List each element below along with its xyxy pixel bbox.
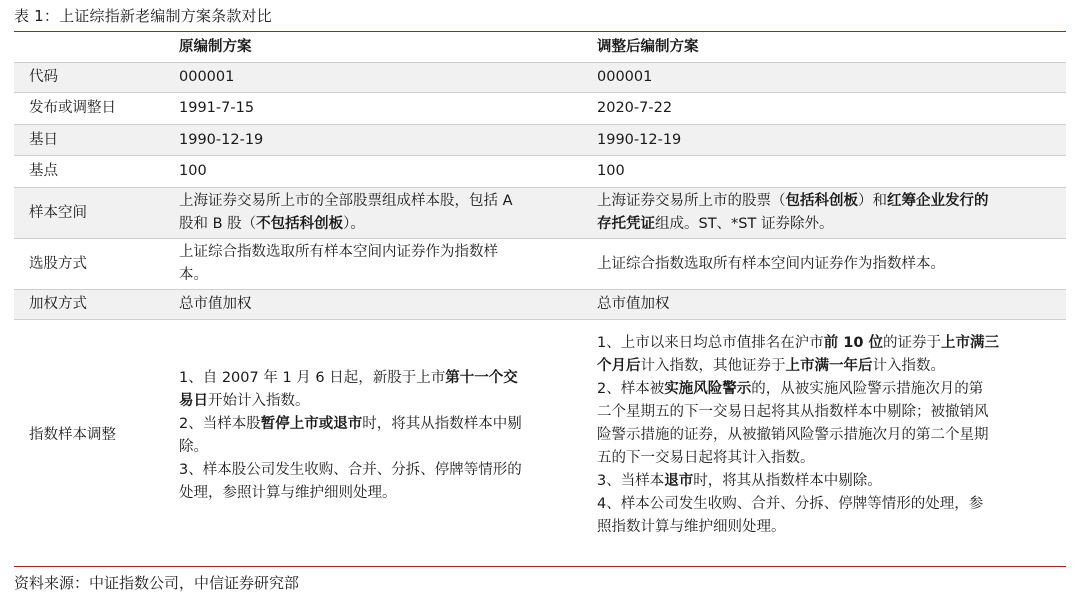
bottom-rule [14,566,1066,567]
new-value: 2020-7-22 [589,93,1066,125]
new-value: 000001 [589,63,1066,93]
text-line: 本。 [179,267,208,283]
row-label: 基日 [14,125,171,156]
emphasis-text: 红筹企业发行的 [887,193,989,209]
table-row [14,125,1066,156]
text-run: 计入指数。 [872,358,945,374]
emphasis-text: 存托凭证 [597,216,655,232]
text-run: 3、当样本 [597,473,665,489]
text-run: 时，将其从指数样本中剔除。 [693,473,882,489]
emphasis-text: 易日 [179,392,208,409]
row-label: 指数样本调整 [14,320,171,552]
row-label: 基点 [14,156,171,188]
new-value: 1990-12-19 [589,125,1066,156]
text-run: 开始计入指数。 [208,392,310,409]
header-old-scheme: 原编制方案 [171,33,589,63]
text-line [597,190,1066,213]
text-line: 处理，参照计算与维护细则处理。 [179,484,397,501]
row-label: 加权方式 [14,290,171,320]
text-line: 五的下一交易日起将其计入指数。 [597,450,815,466]
emphasis-text: 包括科创板 [785,193,858,209]
text-run: 2、当样本股 [179,415,261,432]
text-line [597,470,1066,493]
text-line: 二个星期五的下一交易日起将其从指数样本中剔除；被撤销风 [597,404,989,420]
emphasis-text: 退市 [664,473,694,489]
text-run: ）。 [343,216,365,232]
old-value [171,320,589,552]
top-rule [14,31,1066,32]
new-value: 总市值加权 [589,290,1066,320]
emphasis-text: 不包括科创板 [256,216,344,232]
text-line: 3、样本股公司发生收购、合并、分拆、停牌等情形的 [179,461,522,478]
table-row [14,188,1066,239]
text-line: 照指数计算与维护细则处理。 [597,519,786,535]
text-run: 2、样本被 [597,381,665,397]
old-value: 1991-7-15 [171,93,589,125]
text-line: 上证综合指数选取所有样本空间内证券作为指数样 [179,244,498,260]
header-row [14,33,1066,63]
row-label: 代码 [14,63,171,93]
text-line [179,413,589,436]
row-label: 样本空间 [14,188,171,239]
header-blank [14,33,171,63]
row-label: 发布或调整日 [14,93,171,125]
new-value: 上证综合指数选取所有样本空间内证券作为指数样本。 [589,239,1066,290]
text-line [597,355,1066,378]
row-label: 选股方式 [14,239,171,290]
emphasis-text: 上市满三 [941,335,1000,351]
text-line [597,332,1066,355]
emphasis-text: 第十一个交 [445,369,518,386]
emphasis-text: 前 10 位 [823,335,884,351]
table-row [14,63,1066,93]
text-run: 计入指数，其他证券于 [640,358,786,374]
table-row [14,156,1066,188]
table-row [14,290,1066,320]
new-value [589,188,1066,239]
text-line [179,367,589,390]
old-value: 000001 [171,63,589,93]
new-value [589,320,1066,552]
text-line: 上海证券交易所上市的全部股票组成样本股，包括 A [179,193,513,209]
old-value [171,188,589,239]
old-value: 1990-12-19 [171,125,589,156]
text-run: ）和 [858,193,887,209]
text-run: 组成。ST、*ST 证券除外。 [655,216,834,232]
text-run: 1、自 2007 年 1 月 6 日起，新股于上市 [179,369,446,386]
new-value: 100 [589,156,1066,188]
emphasis-text: 实施风险警示 [664,381,752,397]
text-line: 4、样本公司发生收购、合并、分拆、停牌等情形的处理，参 [597,496,984,512]
text-run: 的，从被实施风险警示措施次月的第 [751,381,984,397]
old-value: 总市值加权 [171,290,589,320]
text-run: 时，将其从指数样本中剔 [362,415,522,432]
text-run: 上海证券交易所上市的股票（ [597,193,786,209]
source-note: 资料来源：中证指数公司，中信证券研究部 [14,574,300,592]
header-new-scheme: 调整后编制方案 [589,33,1066,63]
comparison-table [14,33,1066,551]
old-value: 100 [171,156,589,188]
text-run: 股和 B 股（ [179,216,257,232]
text-line: 险警示措施的证券，从被撤销风险警示措施次月的第二个星期 [597,427,989,443]
text-line [179,390,589,413]
text-line [597,213,1066,236]
table-row [14,320,1066,552]
text-line: 除。 [179,438,208,455]
old-value [171,239,589,290]
emphasis-text: 个月后 [597,358,641,374]
emphasis-text: 暂停上市或退市 [260,415,363,432]
text-run: 1、上市以来日均总市值排名在沪市 [597,335,824,351]
text-line [597,378,1066,401]
table-caption: 表 1：上证综指新老编制方案条款对比 [14,7,272,25]
text-line [179,213,589,236]
text-run: 的证券于 [883,335,942,351]
table-row [14,93,1066,125]
emphasis-text: 上市满一年后 [785,358,873,374]
table-row [14,239,1066,290]
